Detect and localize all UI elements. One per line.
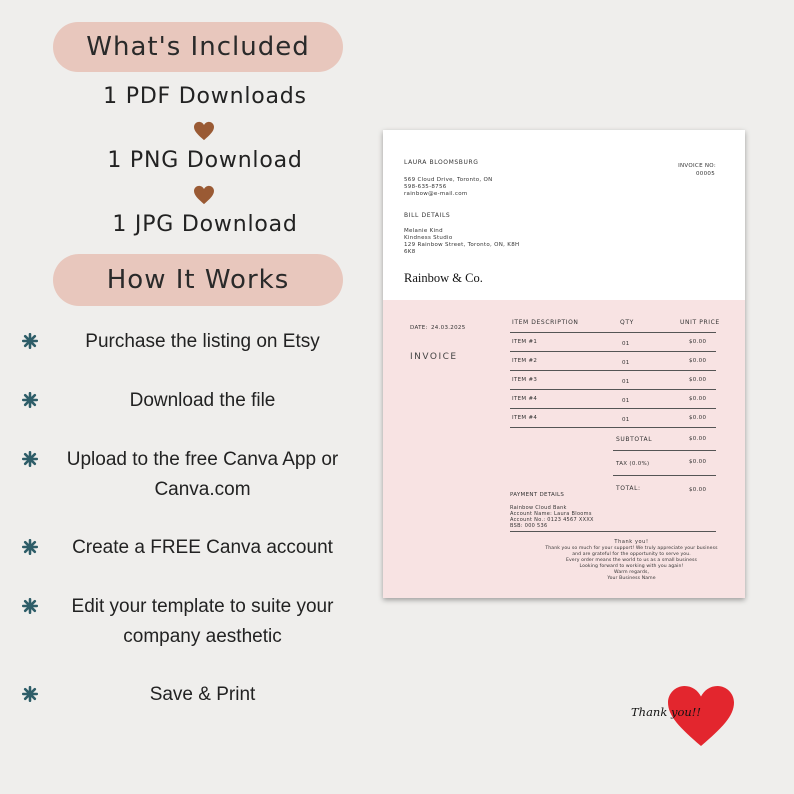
tax-value: $0.00 <box>689 459 707 465</box>
asterisk-bullet-icon <box>22 451 38 467</box>
subtotal-label: SUBTOTAL <box>616 436 653 443</box>
bill-line: 129 Rainbow Street, Toronto, ON, K8H <box>404 242 520 248</box>
header-divider <box>510 332 716 333</box>
header-qty: QTY <box>620 319 634 326</box>
heart-icon <box>193 185 215 205</box>
whats-included-title: What's Included <box>86 32 310 62</box>
sender-phone: 598-635-8756 <box>404 184 447 190</box>
how-it-works-heading <box>53 254 343 306</box>
bill-details-label: BILL DETAILS <box>404 212 451 219</box>
whats-included-heading <box>53 22 343 72</box>
row-divider <box>510 370 716 371</box>
payment-details-label: PAYMENT DETAILS <box>510 492 565 498</box>
included-item-pdf: 1 PDF Downloads <box>103 84 307 109</box>
asterisk-bullet-icon <box>22 598 38 614</box>
item-description: ITEM #4 <box>512 396 538 402</box>
invoice-no: 00005 <box>696 171 715 177</box>
item-qty: 01 <box>622 360 630 366</box>
step-text: company aesthetic <box>123 626 282 647</box>
tax-divider <box>613 475 716 476</box>
thank-line: Thank you so much for your support! We truly appreciate your business <box>545 546 718 551</box>
how-it-works-title: How It Works <box>106 265 290 295</box>
step-text: Download the file <box>129 390 276 411</box>
invoice-preview <box>383 130 745 598</box>
item-price: $0.00 <box>689 377 707 383</box>
row-divider <box>510 427 716 428</box>
thank-line: Warm regards, <box>613 570 650 575</box>
asterisk-bullet-icon <box>22 392 38 408</box>
thank-line: Looking forward to working with you again! <box>579 564 684 569</box>
payment-divider <box>510 531 716 532</box>
thank-line: Your Business Name <box>607 576 656 581</box>
heart-icon <box>193 121 215 141</box>
subtotal-divider <box>613 450 716 451</box>
subtotal-value: $0.00 <box>689 436 707 442</box>
step-text: Edit your template to suite your <box>71 596 334 617</box>
item-qty: 01 <box>622 341 630 347</box>
payment-line: BSB: 000 536 <box>510 523 548 529</box>
bill-line: 6K8 <box>404 249 416 255</box>
asterisk-bullet-icon <box>22 333 38 349</box>
thank-you-script: Thank you!! <box>631 705 702 719</box>
asterisk-bullet-icon <box>22 686 38 702</box>
date-label: DATE: <box>410 325 428 331</box>
item-description: ITEM #4 <box>512 415 538 421</box>
bill-line: Melanie Kind <box>404 228 443 234</box>
total-label: TOTAL: <box>616 485 641 492</box>
included-item-png: 1 PNG Download <box>107 148 303 173</box>
item-price: $0.00 <box>689 396 707 402</box>
item-price: $0.00 <box>689 339 707 345</box>
asterisk-bullet-icon <box>22 539 38 555</box>
sender-email: rainbow@e-mail.com <box>404 191 468 197</box>
item-price: $0.00 <box>689 358 707 364</box>
step-text: Upload to the free Canva App or <box>66 449 339 470</box>
company-name: Rainbow & Co. <box>404 271 483 285</box>
sender-address-line: 569 Cloud Drive, Toronto, ON <box>404 177 493 183</box>
sender-name: LAURA BLOOMSBURG <box>404 159 479 166</box>
header-item-description: ITEM DESCRIPTION <box>512 319 579 326</box>
item-qty: 01 <box>622 398 630 404</box>
payment-line: Rainbow Cloud Bank <box>510 505 567 511</box>
total-value: $0.00 <box>689 487 707 493</box>
invoice-no-label: INVOICE NO: <box>678 163 716 169</box>
thank-title: Thank you! <box>614 539 649 545</box>
row-divider <box>510 408 716 409</box>
step-text: Canva.com <box>154 479 251 500</box>
thank-line: and are grateful for the opportunity to serve you. <box>572 552 691 557</box>
payment-line: Account No.: 0123 4567 XXXX <box>510 517 594 523</box>
tax-label: TAX (0.0%) <box>616 461 650 467</box>
row-divider <box>510 389 716 390</box>
step-text: Purchase the listing on Etsy <box>85 331 320 352</box>
invoice-title: INVOICE <box>410 352 458 362</box>
item-price: $0.00 <box>689 415 707 421</box>
item-qty: 01 <box>622 417 630 423</box>
item-description: ITEM #1 <box>512 339 538 345</box>
step-text: Save & Print <box>149 684 256 705</box>
row-divider <box>510 351 716 352</box>
payment-line: Account Name: Laura Blooms <box>510 511 592 517</box>
step-text: Create a FREE Canva account <box>72 537 333 558</box>
thank-line: Every order means the world to us as a small business <box>565 558 697 563</box>
item-description: ITEM #2 <box>512 358 538 364</box>
included-item-jpg: 1 JPG Download <box>112 212 298 237</box>
date-value: 24.03.2025 <box>431 325 466 331</box>
header-unit-price: UNIT PRICE <box>680 319 720 326</box>
item-qty: 01 <box>622 379 630 385</box>
item-description: ITEM #3 <box>512 377 538 383</box>
bill-line: Kindness Studio <box>404 235 453 241</box>
